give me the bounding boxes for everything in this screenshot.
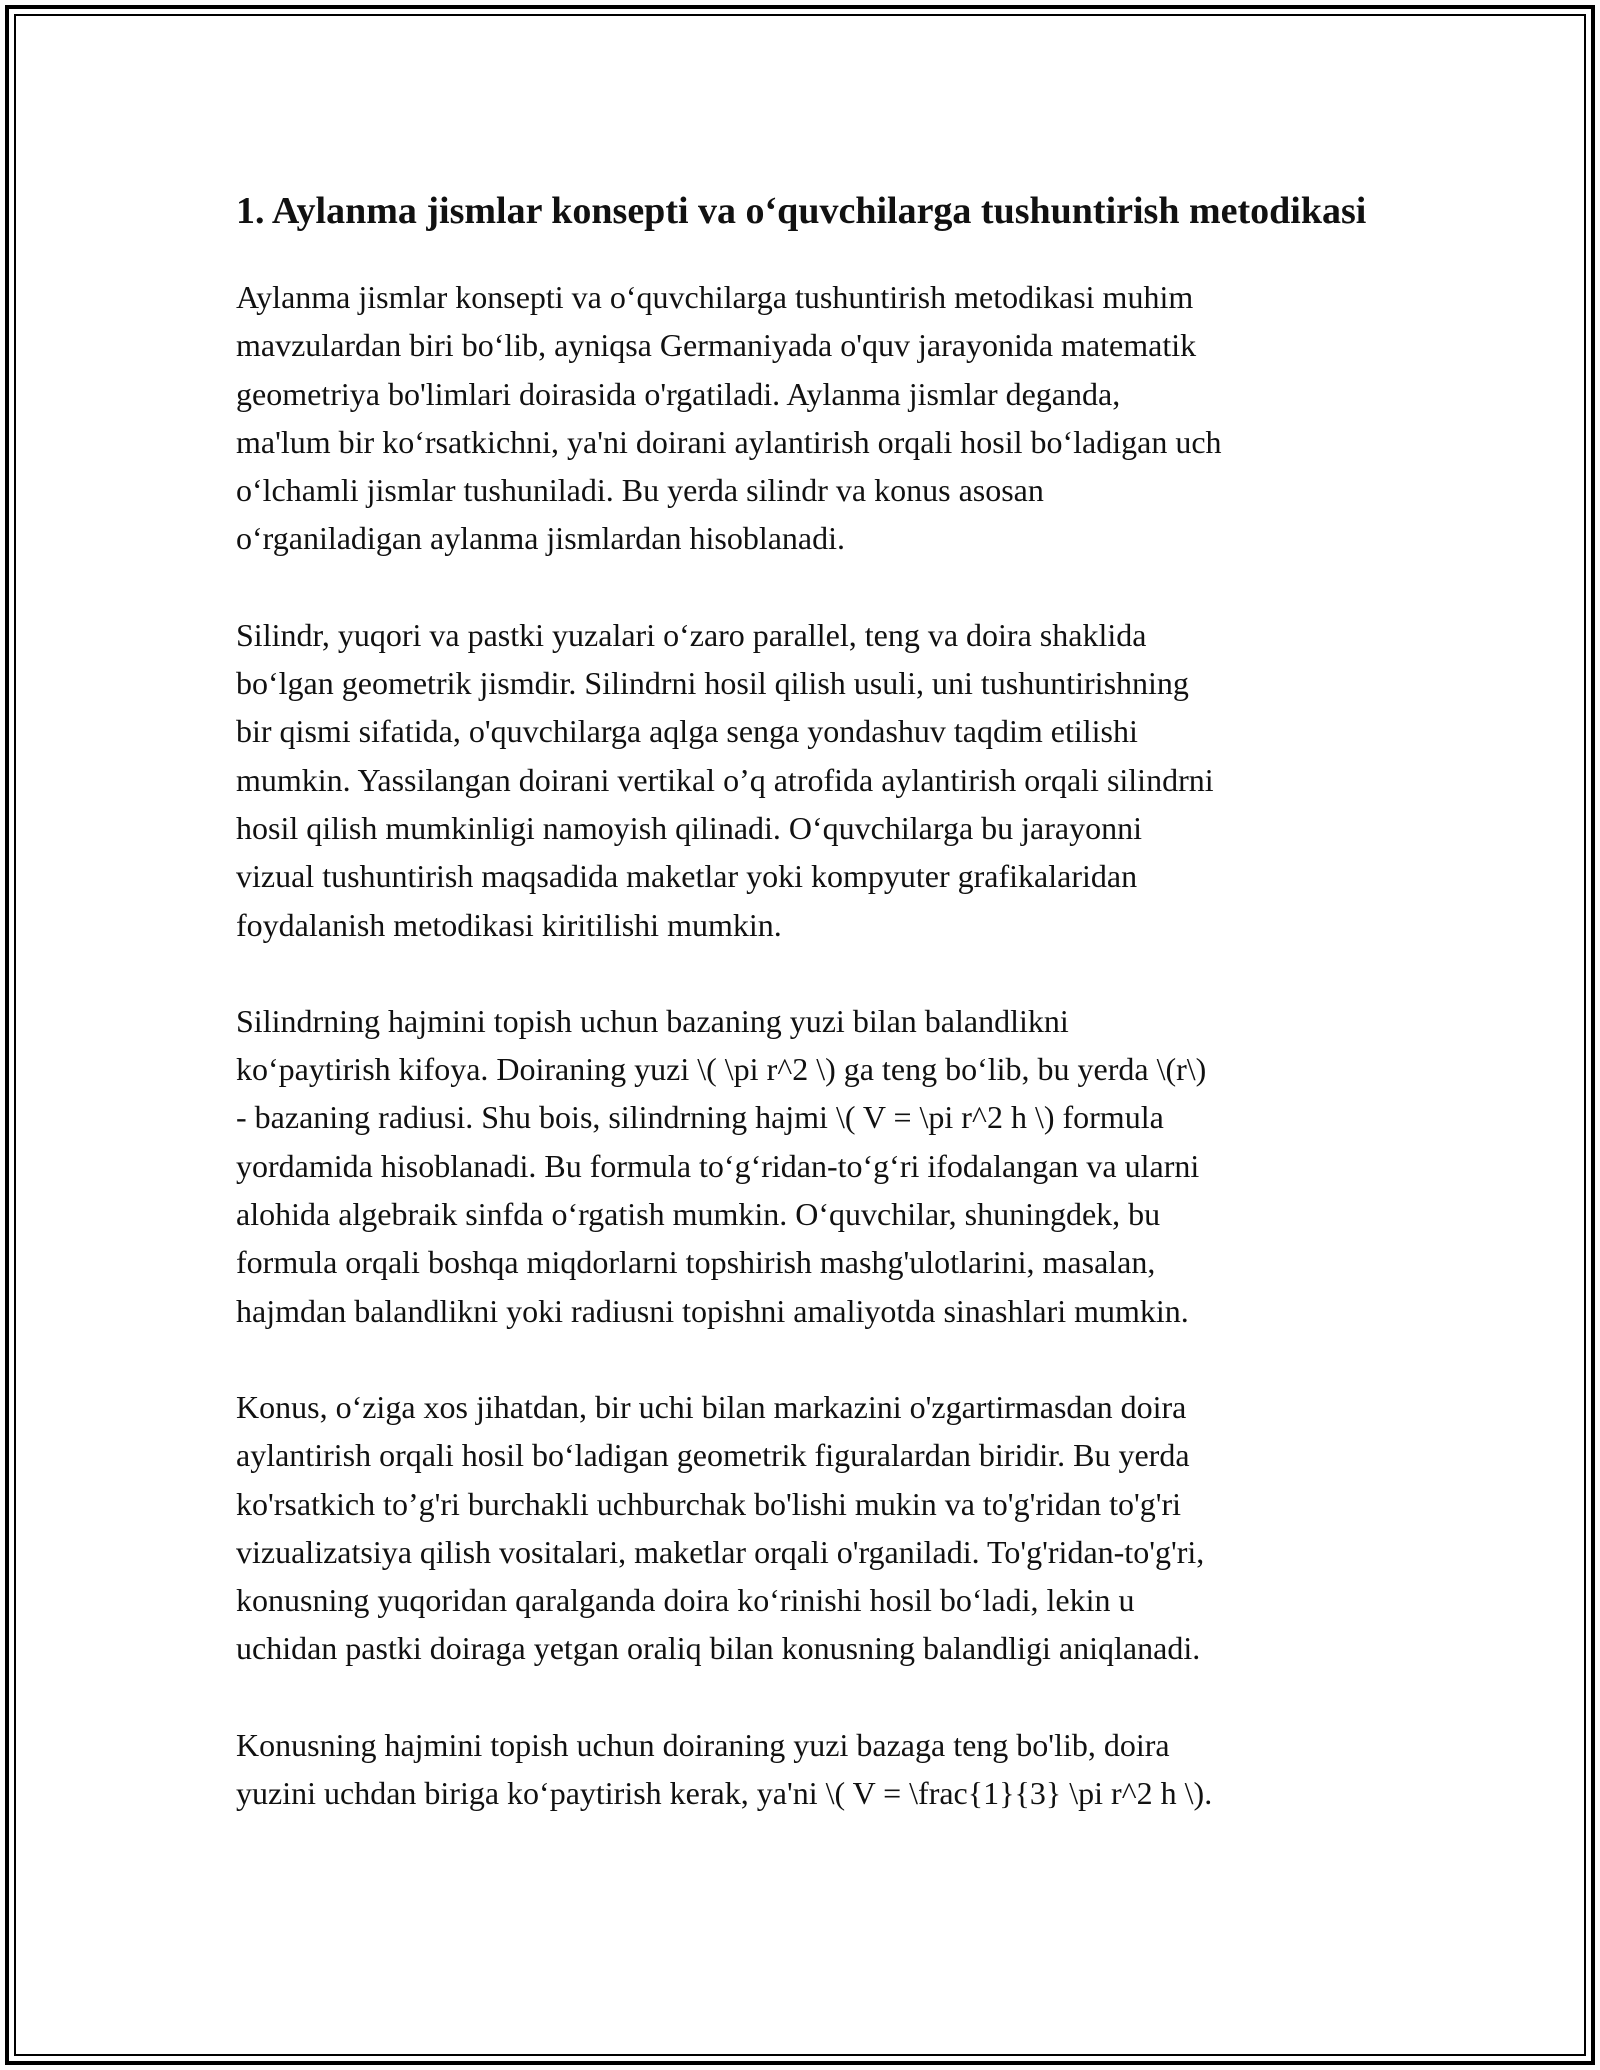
paragraph-cone-volume: Konusning hajmini topish uchun doiraning yuzi bazaga teng bo'lib, doira yuzini uchdan biriga ko‘paytirish kerak, ya'ni \( V = \frac{1}{3} \pi r^2 h \). (236, 1726, 1213, 1812)
paragraph-cylinder-volume: Silindrning hajmini topish uchun bazaning yuzi bilan balandlikni ko‘paytirish kifoya. Doiraning yuzi \( \pi r^2 \) ga teng bo‘lib, bu yerda \(r\) - bazaning radiusi. Shu bois, silindrning hajmi \( V = \pi r^2 h \) formula yordamida hisoblanadi. Bu formula to‘g‘ridan-to‘g‘ri ifodalangan va ularni alohida algebraik sinfda o‘rgatish mumkin. O‘quvchilar, shuningdek, bu formula orqali boshqa miqdorlarni topshirish mashg'ulotlarini, masalan, hajmdan balandlikni yoki radiusni topishni amaliyotda sinashlari mumkin. (236, 1002, 1207, 1329)
section-title: 1. Aylanma jismlar konsepti va o‘quvchilarga tushuntirish metodikasi (236, 190, 1367, 232)
paragraph-cylinder: Silindr, yuqori va pastki yuzalari o‘zaro parallel, teng va doira shaklida bo‘lgan geometrik jismdir. Silindrni hosil qilish usuli, uni tushuntirishning bir qismi sifatida, o'quvchilarga aqlga senga yondashuv taqdim etilishi mumkin. Yassilangan doirani vertikal o’q atrofida aylantirish orqali silindrni hosil qilish mumkinligi namoyish qilinadi. O‘quvchilarga bu jarayonni vizual tushuntirish maqsadida maketlar yoki kompyuter grafikalaridan foydalanish metodikasi kiritilishi mumkin. (236, 616, 1214, 943)
document-page (236, 184, 1371, 1865)
paragraph-cone: Konus, o‘ziga xos jihatdan, bir uchi bilan markazini o'zgartirmasdan doira aylantirish orqali hosil bo‘ladigan geometrik figuralardan biridir. Bu yerda ko'rsatkich to’g'ri burchakli uchburchak bo'lishi mukin va to'g'ridan to'g'ri vizualizatsiya qilish vositalari, maketlar orqali o'rganiladi. To'g'ridan-to'g'ri, konusning yuqoridan qaralganda doira ko‘rinishi hosil bo‘ladi, lekin u uchidan pastki doiraga yetgan oraliq bilan konusning balandligi aniqlanadi. (236, 1388, 1205, 1667)
paragraph-intro: Aylanma jismlar konsepti va o‘quvchilarga tushuntirish metodikasi muhim mavzulardan biri bo‘lib, ayniqsa Germaniyada o'quv jarayonida matematik geometriya bo'limlari doirasida o'rgatiladi. Aylanma jismlar deganda, ma'lum bir ko‘rsatkichni, ya'ni doirani aylantirish orqali hosil bo‘ladigan uch o‘lchamli jismlar tushuniladi. Bu yerda silindr va konus asosan o‘rganiladigan aylanma jismlardan hisoblanadi. (236, 279, 1222, 557)
